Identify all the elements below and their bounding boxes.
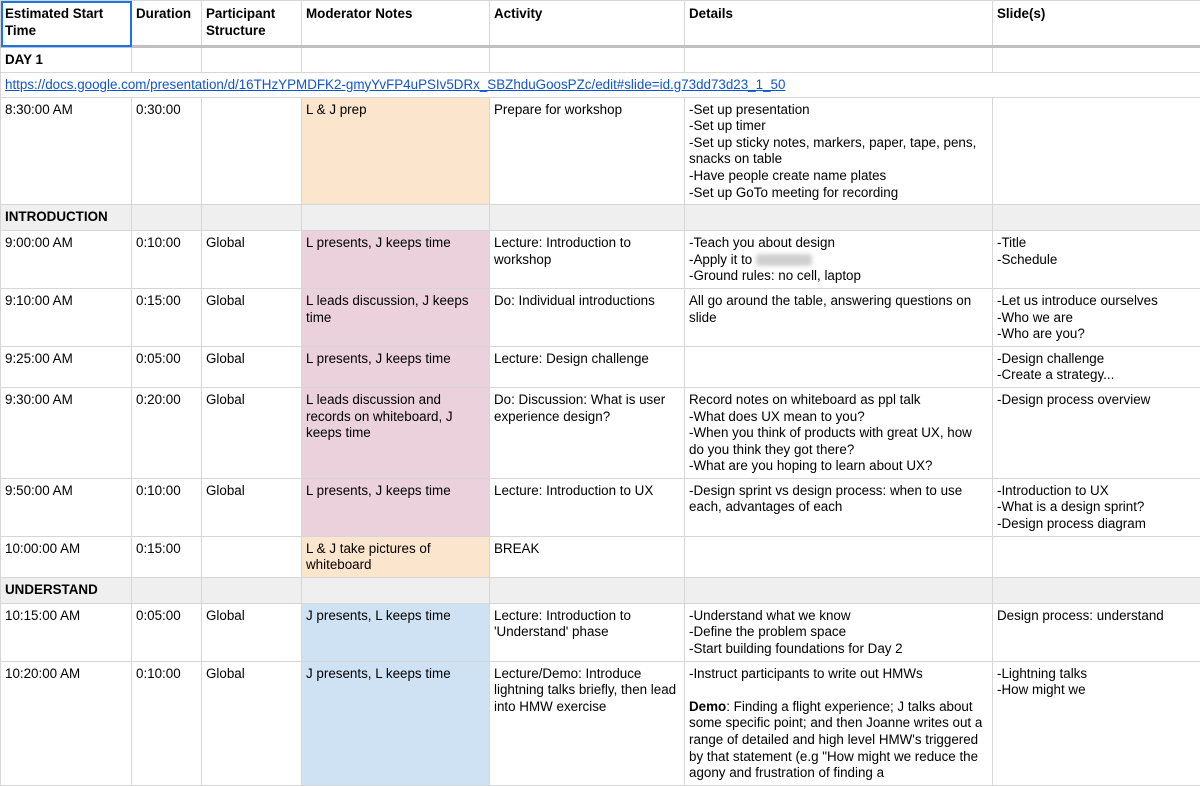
slides-cell[interactable]: -Lightning talks -How might we <box>993 661 1200 785</box>
presentation-link[interactable]: https://docs.google.com/presentation/d/16THzYPMDFK2-gmyYvFP4uPSIv5DRx_SBZhduGoosPZc/edit#slide=id.g73dd73d23_1_50 <box>5 77 785 92</box>
details-text: -Instruct participants to write out HMWs <box>689 666 923 681</box>
moderator-notes-cell[interactable]: J presents, L keeps time <box>302 603 490 661</box>
structure-cell[interactable]: Global <box>202 478 302 536</box>
details-cell[interactable] <box>685 536 993 577</box>
cell[interactable] <box>685 577 993 603</box>
duration-cell[interactable]: 0:05:00 <box>132 346 202 387</box>
structure-cell[interactable]: Global <box>202 231 302 289</box>
redacted-name <box>756 254 812 266</box>
structure-cell[interactable]: Global <box>202 346 302 387</box>
cell[interactable] <box>302 577 490 603</box>
start-time-cell[interactable]: 9:10:00 AM <box>1 288 132 346</box>
table-row <box>1 346 1200 387</box>
cell[interactable] <box>302 47 490 73</box>
cell[interactable] <box>685 205 993 231</box>
cell[interactable] <box>202 205 302 231</box>
slides-cell[interactable]: -Design challenge -Create a strategy... <box>993 346 1200 387</box>
structure-cell[interactable]: Global <box>202 603 302 661</box>
details-cell[interactable] <box>685 346 993 387</box>
duration-cell[interactable]: 0:20:00 <box>132 387 202 478</box>
details-text: -Ground rules: no cell, laptop <box>689 268 861 283</box>
cell[interactable] <box>490 205 685 231</box>
slides-cell[interactable]: -Let us introduce ourselves -Who we are -Who are you? <box>993 288 1200 346</box>
cell[interactable] <box>302 205 490 231</box>
cell[interactable] <box>490 577 685 603</box>
section-row-understand <box>1 577 1200 603</box>
table-row <box>1 661 1200 785</box>
details-cell[interactable]: -Set up presentation -Set up timer -Set up sticky notes, markers, paper, tape, pens, snacks on table -Have people create name plates -Set up GoTo meeting for recording <box>685 97 993 205</box>
header-row <box>1 1 1200 47</box>
activity-cell[interactable]: Lecture: Design challenge <box>490 346 685 387</box>
details-bold-text: Demo <box>689 699 726 714</box>
details-text: : Finding a flight experience; J talks about some specific point; and then Joanne writes out a range of detailed and high level HMW's triggered by that statement (e.g "How might we reduce the agony and frustration of finding a <box>689 699 982 780</box>
table-row <box>1 231 1200 289</box>
details-cell[interactable]: Record notes on whiteboard as ppl talk -What does UX mean to you? -When you think of products with great UX, how do you think they got there? -What are you hoping to learn about UX? <box>685 387 993 478</box>
day-label-cell[interactable]: DAY 1 <box>1 47 132 73</box>
activity-cell[interactable]: Do: Discussion: What is user experience design? <box>490 387 685 478</box>
start-time-cell[interactable]: 10:15:00 AM <box>1 603 132 661</box>
cell[interactable] <box>202 577 302 603</box>
structure-cell[interactable] <box>202 536 302 577</box>
cell[interactable] <box>202 47 302 73</box>
table-row <box>1 478 1200 536</box>
section-row-introduction <box>1 205 1200 231</box>
details-text: -Teach you about design -Apply it to <box>689 235 835 267</box>
header-start-time[interactable]: Estimated Start Time <box>1 1 132 47</box>
section-label-cell[interactable]: INTRODUCTION <box>1 205 132 231</box>
section-label-cell[interactable]: UNDERSTAND <box>1 577 132 603</box>
details-cell[interactable]: -Design sprint vs design process: when to use each, advantages of each <box>685 478 993 536</box>
structure-cell[interactable] <box>202 97 302 205</box>
cell[interactable] <box>993 205 1200 231</box>
header-duration[interactable]: Duration <box>132 1 202 47</box>
link-row <box>1 72 1200 97</box>
cell[interactable] <box>993 47 1200 73</box>
moderator-notes-cell[interactable]: L & J prep <box>302 97 490 205</box>
header-participant-structure[interactable]: Participant Structure <box>202 1 302 47</box>
duration-cell[interactable]: 0:05:00 <box>132 603 202 661</box>
day-row <box>1 47 1200 73</box>
start-time-cell[interactable]: 9:25:00 AM <box>1 346 132 387</box>
structure-cell[interactable]: Global <box>202 288 302 346</box>
moderator-notes-cell[interactable]: L presents, J keeps time <box>302 231 490 289</box>
slides-cell[interactable]: Design process: understand <box>993 603 1200 661</box>
duration-cell[interactable]: 0:10:00 <box>132 231 202 289</box>
slides-cell[interactable]: -Introduction to UX -What is a design sprint? -Design process diagram <box>993 478 1200 536</box>
table-row <box>1 97 1200 205</box>
start-time-cell[interactable]: 8:30:00 AM <box>1 97 132 205</box>
slides-cell[interactable] <box>993 536 1200 577</box>
duration-cell[interactable]: 0:15:00 <box>132 288 202 346</box>
cell[interactable] <box>993 577 1200 603</box>
activity-cell[interactable]: Lecture/Demo: Introduce lightning talks briefly, then lead into HMW exercise <box>490 661 685 785</box>
start-time-cell[interactable]: 9:00:00 AM <box>1 231 132 289</box>
details-cell[interactable]: All go around the table, answering questions on slide <box>685 288 993 346</box>
start-time-cell[interactable]: 10:00:00 AM <box>1 536 132 577</box>
cell[interactable] <box>132 205 202 231</box>
header-moderator-notes[interactable]: Moderator Notes <box>302 1 490 47</box>
cell[interactable] <box>132 577 202 603</box>
moderator-notes-cell[interactable]: L presents, J keeps time <box>302 346 490 387</box>
start-time-cell[interactable]: 9:50:00 AM <box>1 478 132 536</box>
structure-cell[interactable]: Global <box>202 661 302 785</box>
structure-cell[interactable]: Global <box>202 387 302 478</box>
moderator-notes-cell[interactable]: L presents, J keeps time <box>302 478 490 536</box>
details-cell[interactable] <box>685 661 993 785</box>
table-row <box>1 603 1200 661</box>
moderator-notes-cell[interactable]: J presents, L keeps time <box>302 661 490 785</box>
header-activity[interactable]: Activity <box>490 1 685 47</box>
link-cell[interactable] <box>1 72 1200 97</box>
duration-cell[interactable]: 0:15:00 <box>132 536 202 577</box>
start-time-cell[interactable]: 10:20:00 AM <box>1 661 132 785</box>
start-time-cell[interactable]: 9:30:00 AM <box>1 387 132 478</box>
moderator-notes-cell[interactable]: L & J take pictures of whiteboard <box>302 536 490 577</box>
table-row <box>1 387 1200 478</box>
details-cell[interactable] <box>685 231 993 289</box>
cell[interactable] <box>132 47 202 73</box>
header-slides[interactable]: Slide(s) <box>993 1 1200 47</box>
moderator-notes-cell[interactable]: L leads discussion and records on whiteboard, J keeps time <box>302 387 490 478</box>
duration-cell[interactable]: 0:10:00 <box>132 661 202 785</box>
slides-cell[interactable]: -Title -Schedule <box>993 231 1200 289</box>
slides-cell[interactable]: -Design process overview <box>993 387 1200 478</box>
cell[interactable] <box>490 47 685 73</box>
activity-cell[interactable]: Lecture: Introduction to 'Understand' phase <box>490 603 685 661</box>
header-details[interactable]: Details <box>685 1 993 47</box>
duration-cell[interactable]: 0:30:00 <box>132 97 202 205</box>
details-cell[interactable]: -Understand what we know -Define the problem space -Start building foundations for Day 2 <box>685 603 993 661</box>
duration-cell[interactable]: 0:10:00 <box>132 478 202 536</box>
moderator-notes-cell[interactable]: L leads discussion, J keeps time <box>302 288 490 346</box>
slides-cell[interactable] <box>993 97 1200 205</box>
activity-cell[interactable]: Do: Individual introductions <box>490 288 685 346</box>
activity-cell[interactable]: BREAK <box>490 536 685 577</box>
activity-cell[interactable]: Lecture: Introduction to UX <box>490 478 685 536</box>
table-row <box>1 288 1200 346</box>
table-row <box>1 536 1200 577</box>
activity-cell[interactable]: Prepare for workshop <box>490 97 685 205</box>
activity-cell[interactable]: Lecture: Introduction to workshop <box>490 231 685 289</box>
cell[interactable] <box>685 47 993 73</box>
